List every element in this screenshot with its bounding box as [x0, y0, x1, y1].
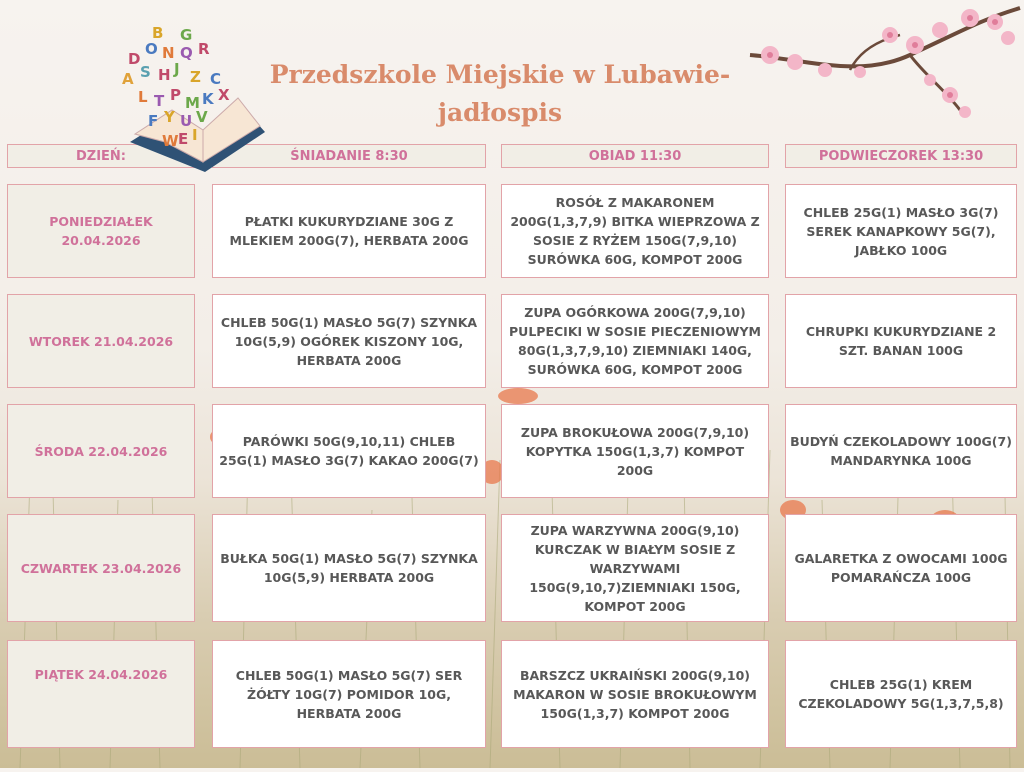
svg-text:F: F: [148, 112, 159, 130]
snack-cell-wednesday: BUDYŃ CZEKOLADOWY 100G(7) MANDARYNKA 100G: [785, 404, 1017, 498]
svg-text:D: D: [128, 50, 141, 68]
svg-text:P: P: [170, 86, 181, 104]
svg-text:S: S: [140, 63, 151, 81]
breakfast-cell-tuesday: CHLEB 50G(1) MASŁO 5G(7) SZYNKA 10G(5,9) OGÓREK KISZONY 10G, HERBATA 200G: [212, 294, 486, 388]
svg-text:V: V: [196, 108, 208, 126]
alphabet-book-icon: [110, 22, 280, 192]
svg-text:Q: Q: [180, 44, 193, 62]
snack-cell-thursday: GALARETKA Z OWOCAMI 100G POMARAŃCZA 100G: [785, 514, 1017, 622]
svg-text:T: T: [154, 92, 165, 110]
day-cell-wednesday: ŚRODA 22.04.2026: [7, 404, 195, 498]
svg-text:I: I: [192, 126, 198, 144]
cherry-blossom-branch-icon: [740, 0, 1024, 130]
lunch-cell-tuesday: ZUPA OGÓRKOWA 200G(7,9,10) PULPECIKI W SOSIE PIECZENIOWYM 80G(1,3,7,9,10) ZIEMNIAKI 140G, SURÓWKA 60G, KOMPOT 200G: [501, 294, 769, 388]
svg-text:Z: Z: [190, 68, 201, 86]
svg-text:H: H: [158, 66, 171, 84]
day-cell-monday: PONIEDZIAŁEK 20.04.2026: [7, 184, 195, 278]
svg-text:N: N: [162, 44, 175, 62]
svg-text:C: C: [210, 70, 222, 88]
header-day: DZIEŃ:: [7, 144, 195, 168]
svg-text:R: R: [198, 40, 210, 58]
svg-text:Y: Y: [164, 108, 175, 126]
lunch-cell-thursday: ZUPA WARZYWNA 200G(9,10) KURCZAK W BIAŁYM SOSIE Z WARZYWAMI 150G(9,10,7)ZIEMNIAKI 150G, KOMPOT 200G: [501, 514, 769, 622]
header-lunch: OBIAD 11:30: [501, 144, 769, 168]
header-snack: PODWIECZOREK 13:30: [785, 144, 1017, 168]
svg-text:J: J: [174, 60, 180, 78]
svg-text:A: A: [122, 70, 134, 88]
page-title: [250, 56, 750, 132]
header-breakfast: ŚNIADANIE 8:30: [212, 144, 486, 168]
page-title-line2: jadłospis: [437, 98, 563, 127]
snack-cell-friday: CHLEB 25G(1) KREM CZEKOLADOWY 5G(1,3,7,5,8): [785, 640, 1017, 748]
breakfast-cell-monday: PŁATKI KUKURYDZIANE 30G Z MLEKIEM 200G(7), HERBATA 200G: [212, 184, 486, 278]
day-cell-thursday: CZWARTEK 23.04.2026: [7, 514, 195, 622]
svg-text:W: W: [162, 132, 179, 150]
svg-text:U: U: [180, 112, 193, 130]
page-title-line1: Przedszkole Miejskie w Lubawie-: [269, 60, 731, 89]
breakfast-cell-wednesday: PARÓWKI 50G(9,10,11) CHLEB 25G(1) MASŁO 3G(7) KAKAO 200G(7): [212, 404, 486, 498]
svg-text:G: G: [180, 26, 193, 44]
svg-text:X: X: [218, 86, 230, 104]
svg-text:K: K: [202, 90, 214, 108]
day-cell-friday: PIĄTEK 24.04.2026: [7, 640, 195, 748]
lunch-cell-friday: BARSZCZ UKRAIŃSKI 200G(9,10) MAKARON W SOSIE BROKUŁOWYM 150G(1,3,7) KOMPOT 200G: [501, 640, 769, 748]
day-cell-tuesday: WTOREK 21.04.2026: [7, 294, 195, 388]
poppy-flower: [498, 388, 538, 404]
svg-text:O: O: [145, 40, 158, 58]
lunch-cell-monday: ROSÓŁ Z MAKARONEM 200G(1,3,7,9) BITKA WIEPRZOWA Z SOSIE Z RYŻEM 150G(7,9,10) SURÓWKA 60G, KOMPOT 200G: [501, 184, 769, 278]
svg-text:B: B: [152, 24, 164, 42]
svg-text:M: M: [185, 94, 200, 112]
breakfast-cell-friday: CHLEB 50G(1) MASŁO 5G(7) SER ŻÓŁTY 10G(7) POMIDOR 10G, HERBATA 200G: [212, 640, 486, 748]
svg-text:L: L: [138, 88, 148, 106]
snack-cell-tuesday: CHRUPKI KUKURYDZIANE 2 SZT. BANAN 100G: [785, 294, 1017, 388]
breakfast-cell-thursday: BUŁKA 50G(1) MASŁO 5G(7) SZYNKA 10G(5,9) HERBATA 200G: [212, 514, 486, 622]
snack-cell-monday: CHLEB 25G(1) MASŁO 3G(7) SEREK KANAPKOWY 5G(7), JABŁKO 100G: [785, 184, 1017, 278]
lunch-cell-wednesday: ZUPA BROKUŁOWA 200G(7,9,10) KOPYTKA 150G(1,3,7) KOMPOT 200G: [501, 404, 769, 498]
svg-text:E: E: [178, 130, 189, 148]
